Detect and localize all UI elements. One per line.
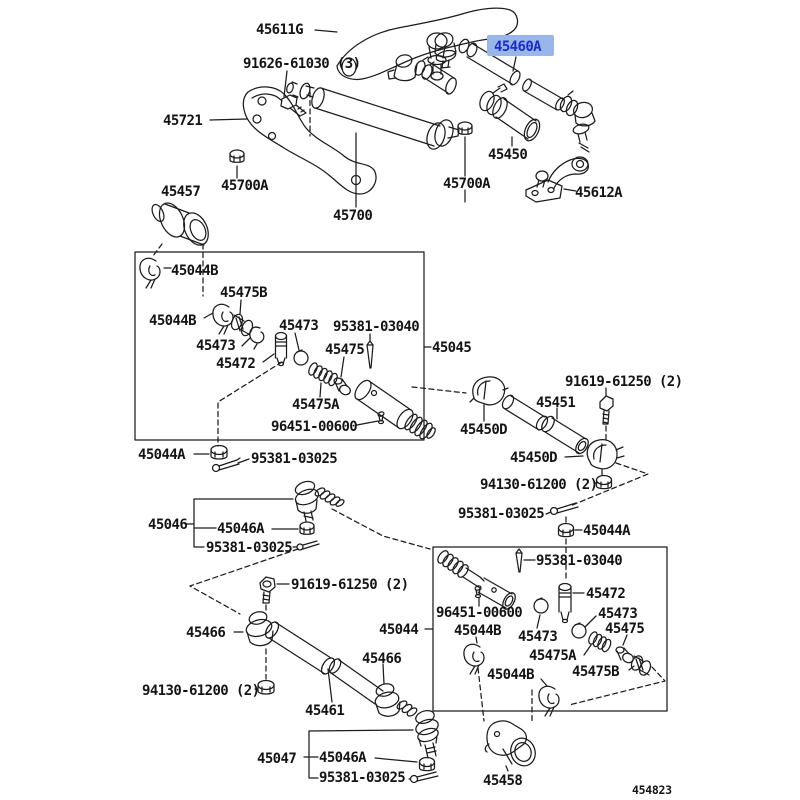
label-45472-u[interactable]: 45472 <box>216 356 256 372</box>
nut-45046a-mid-drawing <box>272 522 314 534</box>
label-45044b-b2[interactable]: 45044B <box>487 667 534 683</box>
label-95381-03025-45046[interactable]: 95381-03025 <box>206 540 293 556</box>
label-45700a-right[interactable]: 45700A <box>443 176 490 192</box>
relay-rod-45450-drawing <box>388 53 543 146</box>
rod-end-housing-u-drawing <box>352 378 466 441</box>
label-45472-b[interactable]: 45472 <box>586 586 626 602</box>
ring-45473-b1-drawing <box>534 598 548 628</box>
label-96451-b[interactable]: 96451-00600 <box>436 605 523 621</box>
label-45700a-left[interactable]: 45700A <box>221 178 268 194</box>
plug-45472-b-drawing <box>559 584 584 623</box>
rod-end-housing-b-drawing <box>436 549 518 611</box>
label-45047[interactable]: 45047 <box>257 751 297 767</box>
label-45046a-mid[interactable]: 45046A <box>217 521 264 537</box>
label-45044[interactable]: 45044 <box>379 622 419 638</box>
clamp-45450d-left-drawing <box>470 377 508 421</box>
plug-96451-b-drawing <box>474 585 481 606</box>
label-91619-left[interactable]: 91619-61250 (2) <box>291 577 409 593</box>
label-45475a-u[interactable]: 45475A <box>292 397 339 413</box>
label-45466-right[interactable]: 45466 <box>362 651 402 667</box>
label-45044b-u1[interactable]: 45044B <box>171 263 218 279</box>
label-45475b-u[interactable]: 45475B <box>220 285 267 301</box>
label-45044a-mid[interactable]: 45044A <box>583 523 630 539</box>
bolt-91626-drawing <box>281 71 306 116</box>
ring-45473-b2-drawing <box>572 616 596 638</box>
seat-45475-b-drawing <box>616 635 635 664</box>
cotter-pin-95381-mid-drawing <box>546 503 578 523</box>
ring-45475b-u-drawing <box>229 300 254 337</box>
label-95381-03040-b[interactable]: 95381-03040 <box>536 553 623 569</box>
label-45475-u[interactable]: 45475 <box>325 342 365 358</box>
tie-rod-end-45466-right-drawing <box>373 664 418 718</box>
idler-support-45458-drawing <box>485 721 539 771</box>
label-95381-03040-u[interactable]: 95381-03040 <box>333 319 420 335</box>
bolt-91619-right-drawing <box>600 388 613 439</box>
diagram-code: 454823 <box>632 783 672 797</box>
pin-95381-03040-b-drawing <box>516 549 535 572</box>
label-45612a[interactable]: 45612A <box>575 185 622 201</box>
cotter-pin-95381-45046-drawing <box>293 541 319 550</box>
label-45611g[interactable]: 45611G <box>256 22 303 38</box>
clip-45473-u2-drawing <box>242 327 264 349</box>
label-45045[interactable]: 45045 <box>432 340 472 356</box>
nut-45046a-bottom-drawing <box>375 758 435 771</box>
cotter-pin-95381-bottom-drawing <box>409 772 438 783</box>
bolt-91619-left-drawing <box>260 577 289 613</box>
pin-95381-03040-u-drawing <box>367 334 373 368</box>
label-45466-left[interactable]: 45466 <box>186 625 226 641</box>
tie-rod-end-45466-left-drawing <box>234 610 274 679</box>
label-91619-right[interactable]: 91619-61250 (2) <box>565 374 683 390</box>
label-45457[interactable]: 45457 <box>161 184 201 200</box>
label-45700[interactable]: 45700 <box>333 208 373 224</box>
label-45046[interactable]: 45046 <box>148 517 188 533</box>
label-45461[interactable]: 45461 <box>305 703 345 719</box>
nut-45044a-top-drawing <box>194 446 227 460</box>
label-45450d-left[interactable]: 45450D <box>460 422 507 438</box>
clip-45044b-b1-drawing <box>464 637 484 721</box>
ring-45473-u1-drawing <box>294 333 308 365</box>
label-45475-b[interactable]: 45475 <box>605 621 645 637</box>
label-95381-03025-bottom[interactable]: 95381-03025 <box>319 770 406 786</box>
clamp-45450d-right-drawing <box>565 440 648 506</box>
clip-45044b-b2-drawing <box>532 679 559 722</box>
label-45046a-bottom[interactable]: 45046A <box>319 750 366 766</box>
label-45044b-b1[interactable]: 45044B <box>454 623 501 639</box>
label-45460a-highlighted[interactable]: 45460A <box>494 39 541 55</box>
label-95381-03025-top[interactable]: 95381-03025 <box>251 451 338 467</box>
label-45450[interactable]: 45450 <box>488 147 528 163</box>
label-45473-b2[interactable]: 45473 <box>598 606 638 622</box>
label-45044a-top[interactable]: 45044A <box>138 447 185 463</box>
label-45721[interactable]: 45721 <box>163 113 203 129</box>
nut-94130-right-drawing <box>595 476 612 489</box>
plug-96451-u-drawing <box>357 411 385 425</box>
label-45458[interactable]: 45458 <box>483 773 523 789</box>
label-94130-left[interactable]: 94130-61200 (2) <box>142 683 260 699</box>
label-91626-61030[interactable]: 91626-61030 (3) <box>243 56 361 72</box>
label-45473-u1[interactable]: 45473 <box>279 318 319 334</box>
label-45475a-b[interactable]: 45475A <box>529 648 576 664</box>
label-45473-u2[interactable]: 45473 <box>196 338 236 354</box>
nut-45700a-left-drawing <box>230 150 244 178</box>
label-45450d-right[interactable]: 45450D <box>510 450 557 466</box>
label-95381-03025-mid[interactable]: 95381-03025 <box>458 506 545 522</box>
label-45473-b1[interactable]: 45473 <box>518 629 558 645</box>
label-45451[interactable]: 45451 <box>536 395 576 411</box>
label-94130-right[interactable]: 94130-61200 (2) <box>480 477 598 493</box>
bushing-45457-drawing <box>150 199 213 296</box>
cotter-pin-95381-top-drawing <box>213 458 250 472</box>
label-96451-u[interactable]: 96451-00600 <box>271 419 358 435</box>
label-45044b-u2[interactable]: 45044B <box>149 313 196 329</box>
clip-45044b-u1-drawing <box>140 258 171 288</box>
clip-45044b-u2-drawing <box>204 304 233 334</box>
label-45475b-b[interactable]: 45475B <box>572 664 619 680</box>
